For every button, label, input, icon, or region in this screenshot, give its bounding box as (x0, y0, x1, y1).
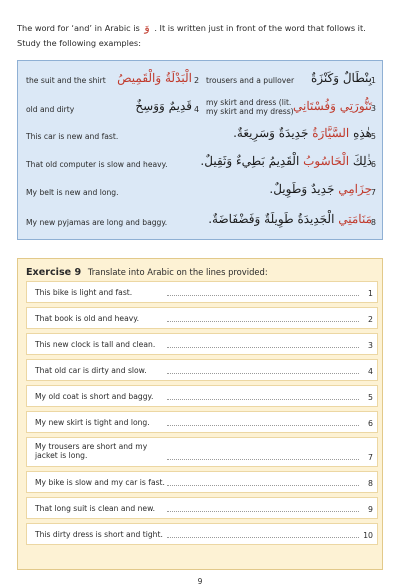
intro-line-2: Study the following examples: (17, 38, 141, 48)
exercise-prompt: My bike is slow and my car is fast. (35, 478, 165, 487)
exercise-item (26, 471, 378, 493)
exercise-number: 9 (368, 505, 373, 514)
example-arabic: قَدِيمٌ وَوَسِخٌ (135, 99, 192, 113)
exercise-number: 8 (368, 479, 373, 488)
exercise-prompt: That old car is dirty and slow. (35, 366, 147, 375)
exercise-title: Exercise 9 (26, 267, 82, 278)
exercise-number: 3 (368, 341, 373, 350)
example-english: My belt is new and long. (26, 188, 119, 197)
exercise-number: 2 (368, 315, 373, 324)
example-number: 3 (370, 104, 376, 113)
example-english: This car is new and fast. (26, 132, 119, 141)
exercise-prompt: My new skirt is tight and long. (35, 418, 150, 427)
exercise-number: 10 (363, 531, 373, 540)
example-arabic: هٰذِهِ السَّيَّارَةُ جَدِيدَةٌ وَسَرِيعَةٌ. (233, 126, 372, 140)
example-english: old and dirty (26, 105, 75, 114)
answer-line[interactable] (167, 295, 359, 296)
example-arabic: ذٰلِكَ الْحَاسُوبُ الْقَدِيمُ بَطِيءٌ وَثَقِيلٌ. (200, 154, 372, 168)
example-english: the suit and the shirt (26, 76, 106, 85)
page-number: 9 (197, 577, 203, 586)
exercise-item (26, 523, 378, 545)
example-number: 5 (370, 132, 376, 141)
exercise-item (26, 497, 378, 519)
example-arabic: حِزَامِي جَدِيدٌ وَطَوِيلٌ. (269, 182, 372, 196)
exercise-item (26, 307, 378, 329)
arabic-and-word: وَ (144, 21, 150, 34)
answer-line[interactable] (167, 321, 359, 322)
answer-line[interactable] (167, 347, 359, 348)
exercise-instruction: Translate into Arabic on the lines provided: (87, 267, 268, 277)
exercise-prompt: That book is old and heavy. (35, 314, 140, 323)
example-arabic: الْبَدْلَةُ وَالْقَمِيصُ (117, 71, 192, 85)
exercise-prompt: My trousers are short and my jacket is long. (35, 442, 148, 460)
exercise-item (26, 411, 378, 433)
example-arabic: تَنُّورَتِي وَفُسْتَانِي (293, 99, 372, 113)
example-row (18, 65, 382, 93)
answer-line[interactable] (167, 399, 359, 400)
exercise-header (26, 267, 268, 278)
exercise-number: 6 (368, 419, 373, 428)
exercise-number: 7 (368, 453, 373, 462)
exercise-prompt: This dirty dress is short and tight. (35, 530, 163, 539)
examples-box (17, 60, 383, 240)
example-english: My new pyjamas are long and baggy. (26, 218, 168, 227)
answer-line[interactable] (167, 459, 359, 460)
exercise-number: 1 (368, 289, 373, 298)
example-number: 4 (194, 105, 200, 114)
example-row (18, 207, 382, 235)
answer-line[interactable] (167, 485, 359, 486)
example-english: trousers and a pullover (206, 76, 295, 85)
intro-text (17, 20, 383, 51)
example-row (18, 121, 382, 149)
example-row (18, 177, 382, 205)
answer-line[interactable] (167, 511, 359, 512)
example-number: 2 (194, 76, 200, 85)
example-number: 1 (370, 76, 376, 85)
exercise-item (26, 281, 378, 303)
exercise-prompt: This bike is light and fast. (35, 288, 133, 297)
exercise-prompt: This new clock is tall and clean. (35, 340, 156, 349)
exercise-number: 4 (368, 367, 373, 376)
exercise-item (26, 333, 378, 355)
answer-line[interactable] (167, 425, 359, 426)
intro-line-1: The word for ‘and’ in Arabic is وَ . It is written just in front of the word that follows it. (17, 21, 366, 34)
exercise-item (26, 359, 378, 381)
example-number: 8 (370, 218, 376, 227)
exercise-box (17, 258, 383, 570)
example-row (18, 149, 382, 177)
example-row (18, 93, 382, 121)
example-english: That old computer is slow and heavy. (26, 160, 168, 169)
example-arabic: مَنَامَتِي الْجَدِيدَةُ طَوِيلَةٌ وَفَضْفَاضَةٌ. (208, 212, 372, 226)
exercise-item (26, 385, 378, 407)
answer-line[interactable] (167, 537, 359, 538)
example-english: my skirt and dress (lit. my skirt and my dress) (206, 98, 294, 116)
exercise-prompt: My old coat is short and baggy. (35, 392, 154, 401)
example-number: 6 (370, 160, 376, 169)
answer-line[interactable] (167, 373, 359, 374)
example-number: 7 (370, 188, 376, 197)
exercise-prompt: That long suit is clean and new. (35, 504, 155, 513)
exercise-number: 5 (368, 393, 373, 402)
example-arabic: بِنْطَالٌ وَكَنْزَةٌ (310, 71, 372, 85)
exercise-item (26, 437, 378, 467)
